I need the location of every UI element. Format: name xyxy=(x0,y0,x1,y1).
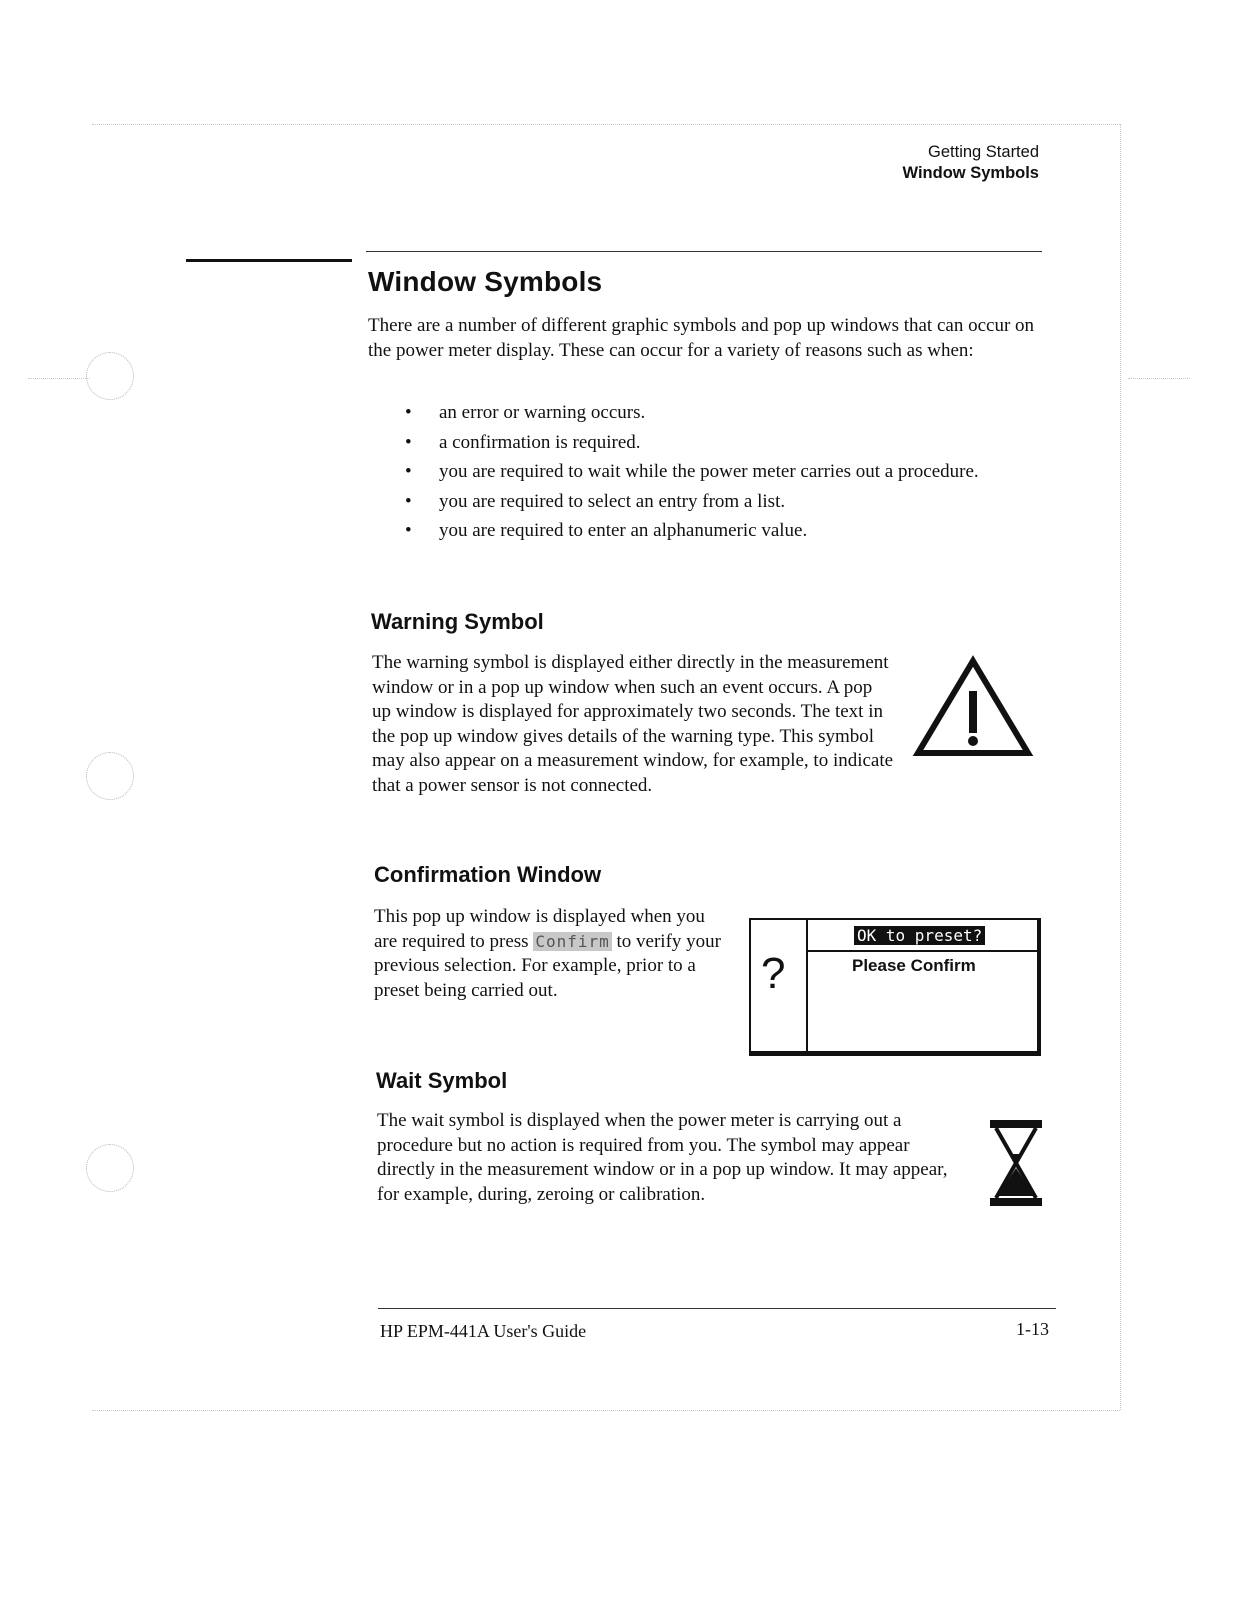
warning-triangle-icon xyxy=(912,655,1034,759)
binder-hole-bottom xyxy=(86,1144,134,1192)
page-edge-bottom xyxy=(92,1410,1120,1411)
popup-message: Please Confirm xyxy=(852,956,976,975)
running-head-section: Window Symbols xyxy=(902,164,1039,182)
confirmation-heading: Confirmation Window xyxy=(374,862,602,887)
crop-mark-left xyxy=(28,378,90,379)
intro-paragraph: There are a number of different graphic symbols and pop up windows that can occur on the power meter display. These can occur for a variety of reasons such as when: xyxy=(368,315,1035,361)
running-head-chapter: Getting Started xyxy=(928,143,1039,161)
list-item: • a confirmation is required. xyxy=(405,431,641,453)
list-item: • an error or warning occurs. xyxy=(405,402,646,423)
page-edge-right xyxy=(1120,124,1121,1410)
wait-heading: Wait Symbol xyxy=(376,1068,508,1093)
page-number: 1-13 xyxy=(1016,1319,1049,1339)
confirmation-paragraph: This pop up window is displayed when you are required to press Confirm to verify your previous selection. For example, prior to a preset being carried out. xyxy=(374,906,721,1001)
warning-paragraph: The warning symbol is displayed either directly in the measurement window or in a pop up window when such an event occurs. A pop up window is displayed for approximately two seconds. The text in the pop up window gives details of the warning type. This symbol may also appear on a measurement window, for example, to indicate that a power sensor is not connected. xyxy=(372,652,894,796)
section-rule-thin xyxy=(366,251,1042,252)
wait-paragraph: The wait symbol is displayed when the power meter is carrying out a procedure but no action is required from you. The symbol may appear directly in the measurement window or in a pop up window. It may appear, for example, during, zeroing or calibration. xyxy=(377,1110,948,1205)
running-head xyxy=(903,142,1039,184)
warning-heading: Warning Symbol xyxy=(371,609,544,634)
hourglass-icon xyxy=(988,1118,1044,1208)
list-item: • you are required to select an entry from a list. xyxy=(405,490,786,512)
reasons-list xyxy=(402,400,1022,548)
list-item: • you are required to wait while the power meter carries out a procedure. xyxy=(405,461,979,482)
binder-hole-middle xyxy=(86,752,134,800)
question-mark-icon: ? xyxy=(761,949,786,998)
page-title: Window Symbols xyxy=(368,266,603,297)
crop-mark-right xyxy=(1128,378,1190,379)
footer-rule xyxy=(378,1308,1056,1309)
confirm-softkey: Confirm xyxy=(535,931,610,951)
page-edge-top xyxy=(92,124,1120,125)
binder-hole-top xyxy=(86,352,134,400)
list-item: • you are required to enter an alphanumeric value. xyxy=(405,520,808,541)
footer-guide-title: HP EPM-441A User's Guide xyxy=(380,1321,587,1341)
confirmation-popup-window xyxy=(749,918,1041,1056)
section-rule-thick xyxy=(186,259,352,262)
popup-title: OK to preset? xyxy=(854,926,985,945)
